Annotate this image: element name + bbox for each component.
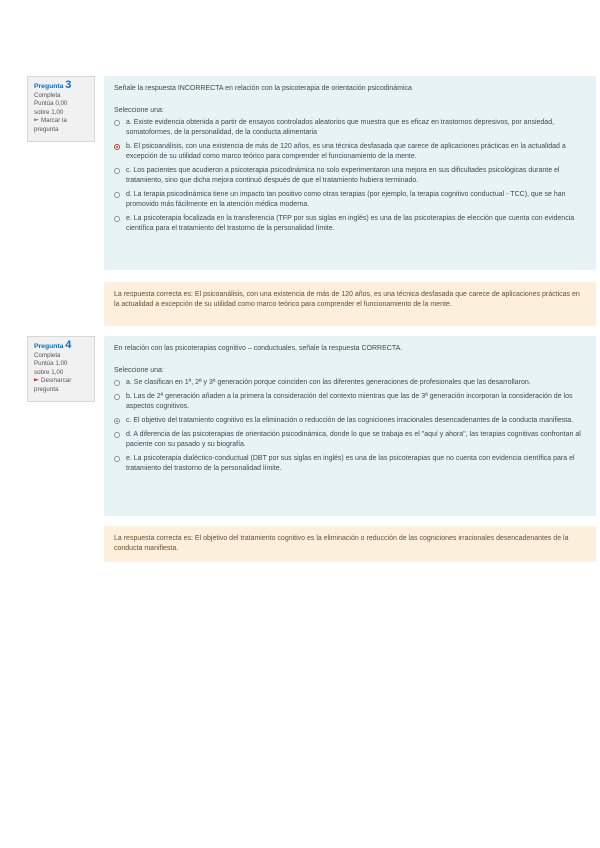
flag-question-button[interactable]: Marcar la pregunta xyxy=(34,117,67,133)
feedback-box xyxy=(104,526,596,562)
answer-option-e[interactable] xyxy=(114,214,586,234)
question-label: Pregunta xyxy=(34,83,64,90)
answer-option-d[interactable] xyxy=(114,430,586,450)
radio-button-selected[interactable] xyxy=(114,144,120,150)
answer-prompt: Seleccione una: xyxy=(114,107,164,114)
answer-text: a. Existe evidencia obtenida a partir de ensayos controlados aleatorios que muestra que es eficaz en trastornos depresivos, por ansiedad, somatoformes, de la personalidad, de la conducta alimentaria xyxy=(126,119,555,136)
answer-text: b. Las de 2ª generación añaden a la primera la consideración del contexto mientras que las de 3ª generación incorporan la consideración de los aspectos cognitivos. xyxy=(126,393,573,410)
feedback-box xyxy=(104,282,596,326)
correct-answer-feedback: La respuesta correcta es: El psicoanálisis, con una existencia de más de 120 años, es una técnica desfasada que carece de aplicaciones prácticas en la actualidad a excepción de su utilidad como marco teórico para comprender el funcionamiento de la mente. xyxy=(114,291,580,308)
radio-button[interactable] xyxy=(114,192,120,198)
correct-answer-feedback: La respuesta correcta es: El objetivo del tratamiento cognitivo es la eliminación o reducción de las cogniciones irracionales desencadenantes de la conducta manifiesta. xyxy=(114,535,569,552)
question-score: Puntúa 0,00 sobre 1,00 xyxy=(34,100,68,116)
radio-button[interactable] xyxy=(114,380,120,386)
question-text: En relación con las psicoterapias cognitivo – conductuales, señale la respuesta CORRECTA. xyxy=(114,345,403,352)
question-content xyxy=(104,76,596,270)
question-info-panel xyxy=(27,336,95,402)
answer-text: c. El objetivo del tratamiento cognitivo es la eliminación o reducción de las cogniciones irracionales desencadenantes de la conducta manifiesta. xyxy=(126,417,574,424)
answer-text: a. Se clasifican en 1ª, 2ª y 3ª generación porque coinciden con las diferentes generaciones de profesionales que las desarrollaron. xyxy=(126,379,531,386)
question-content xyxy=(104,336,596,516)
radio-button-selected[interactable] xyxy=(114,418,120,424)
answer-text: e. La psicoterapia dialéctico-conductual (DBT por sus siglas en inglés) es una de las psicoterapias que no cuenta con evidencia científica para el tratamiento del trastorno de la personalidad límite. xyxy=(126,455,575,472)
unflag-question-button[interactable]: Desmarcar pregunta xyxy=(34,377,72,393)
radio-button[interactable] xyxy=(114,432,120,438)
radio-button[interactable] xyxy=(114,456,120,462)
flag-icon xyxy=(34,378,39,383)
answer-text: b. El psicoanálisis, con una existencia de más de 120 años, es una técnica desfasada que carece de aplicaciones prácticas en la actualidad a excepción de su utilidad como marco teórico para comprender el funcionamiento de la mente. xyxy=(126,143,566,160)
answer-prompt: Seleccione una: xyxy=(114,367,164,374)
answer-option-a[interactable] xyxy=(114,378,586,388)
question-label: Pregunta xyxy=(34,343,64,350)
question-score: Puntúa 1,00 sobre 1,00 xyxy=(34,360,68,376)
answer-option-b[interactable] xyxy=(114,392,586,412)
radio-button[interactable] xyxy=(114,120,120,126)
answer-text: d. A diferencia de las psicoterapias de orientación psicodinámica, donde lo que se trabaja es el "aquí y ahora", las terapias cognitivas confrontan al paciente con su pasado y su biografía. xyxy=(126,431,581,448)
question-number: 3 xyxy=(65,79,72,91)
answer-option-a[interactable] xyxy=(114,118,586,138)
question-number: 4 xyxy=(65,339,72,351)
question-state: Completa xyxy=(34,351,61,359)
answer-option-c[interactable] xyxy=(114,166,586,186)
radio-button[interactable] xyxy=(114,394,120,400)
answer-text: d. La terapia psicodinámica tiene un impacto tan positivo como otras terapias (por ejemplo, la terapia cognitivo conductual - TCC), que se han promovido más fácilmente en la atención médica moderna. xyxy=(126,191,566,208)
question-text: Señale la respuesta INCORRECTA en relación con la psicoterapia de orientación psicodinámica xyxy=(114,85,412,92)
answer-option-c[interactable] xyxy=(114,416,586,426)
answer-option-d[interactable] xyxy=(114,190,586,210)
answer-option-b[interactable] xyxy=(114,142,586,162)
question-info-panel xyxy=(27,76,95,142)
question-state: Completa xyxy=(34,91,61,99)
radio-button[interactable] xyxy=(114,216,120,222)
answer-text: e. La psicoterapia focalizada en la transferencia (TFP por sus siglas en inglés) es una de las psicoterapias de elección que cuenta con evidencia científica para el tratamiento del trastorno de la personalidad límite. xyxy=(126,215,575,232)
answer-text: c. Los pacientes que acudieron a psicoterapia psicodinámica no solo experimentaron una mejora en sus dificultades psicológicas durante el tratamiento, sino que dicha mejora continuó después de que el tratamiento hubiera terminado. xyxy=(126,167,560,184)
radio-button[interactable] xyxy=(114,168,120,174)
flag-icon xyxy=(34,118,39,123)
answer-option-e[interactable] xyxy=(114,454,586,474)
